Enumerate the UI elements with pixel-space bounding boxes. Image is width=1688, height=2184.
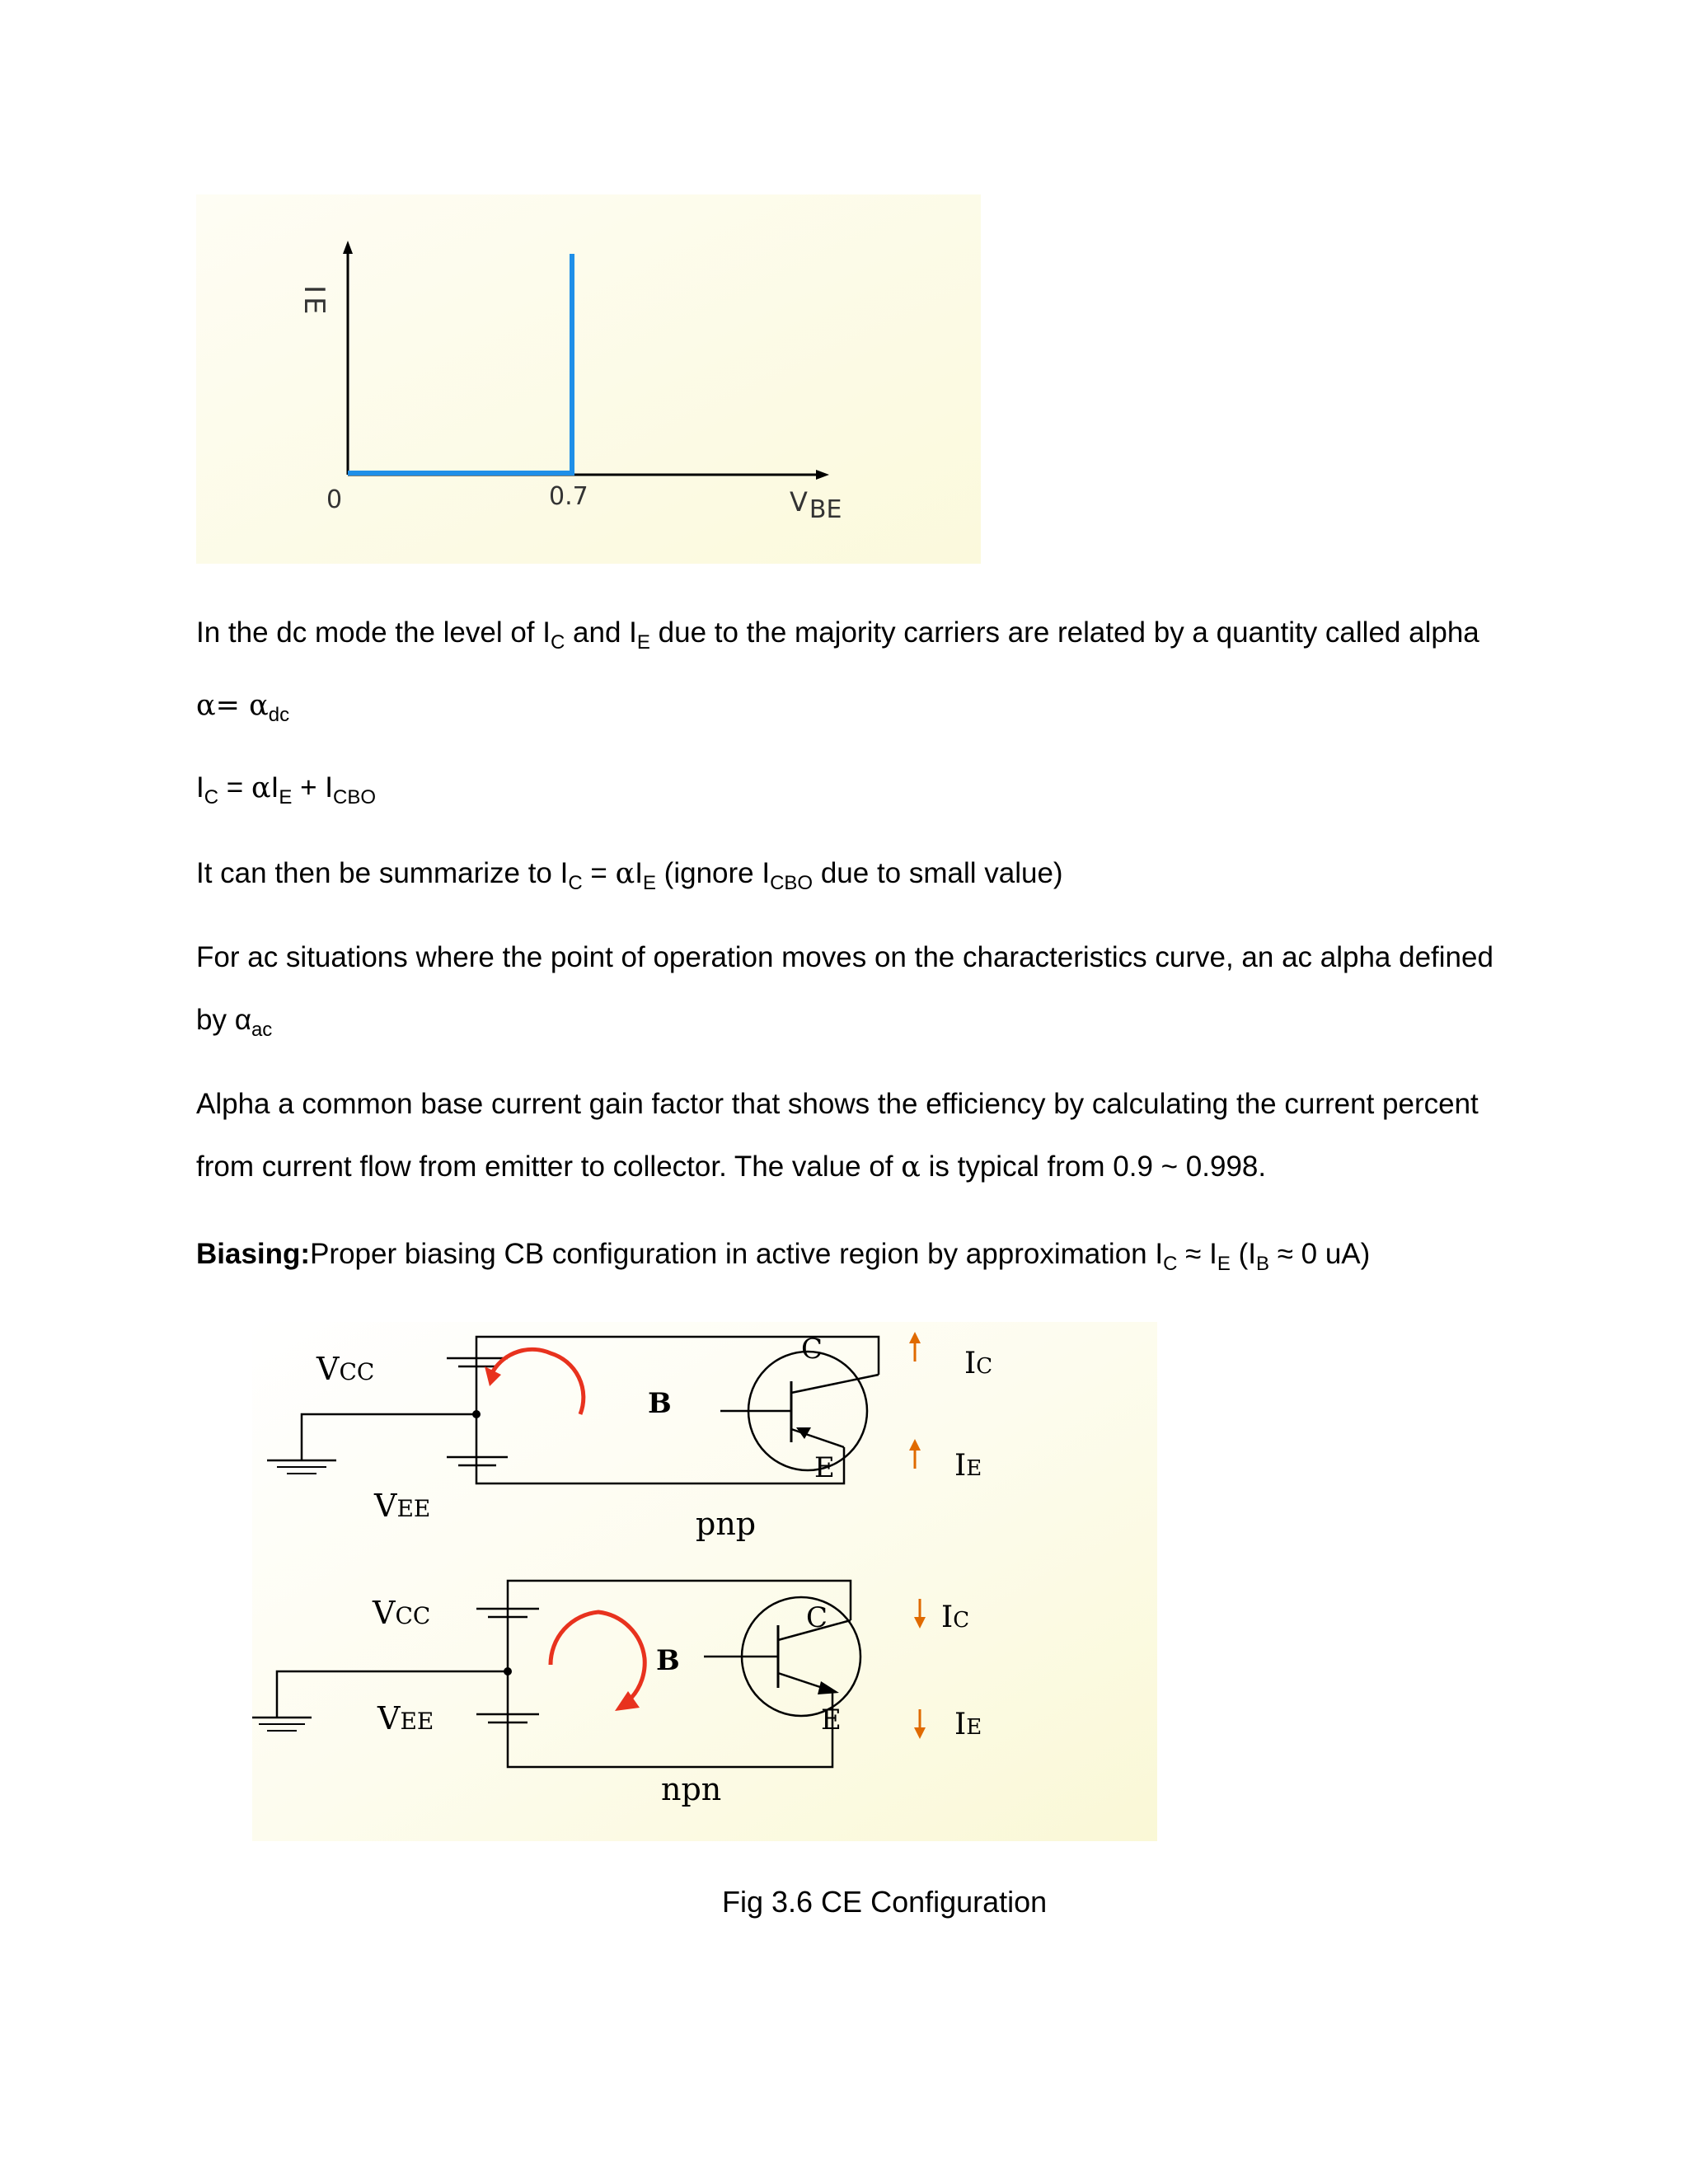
graph-background <box>196 194 981 564</box>
npn-collector-label: C <box>806 1601 828 1634</box>
paragraph-dc-mode: In the dc mode the level of $I_C$ and $I_E$ due to the majority carriers are related by a quantity called alpha <box>196 616 1479 654</box>
paragraph-summary: It can then be summarize to $I_C = \alpha I_E$ (ignore $I_{CBO}$ due to small value) <box>196 857 1063 894</box>
pnp-label: pnp <box>696 1506 757 1542</box>
npn-base-label: B <box>656 1644 680 1677</box>
collector-current-equation: $I_C = \alpha I_E + I_{CBO}$ <box>196 771 376 808</box>
pnp-collector-label: C <box>801 1333 823 1366</box>
npn-emitter-label: E <box>821 1704 842 1736</box>
x-axis-label: VBE <box>790 486 842 524</box>
pnp-base-label: B <box>648 1387 672 1420</box>
y-axis-label: IE <box>298 285 331 315</box>
pnp-vee-label: VEE <box>374 1488 431 1524</box>
paragraph-biasing: Biasing:Proper biasing CB configuration in active region by approximation $I_C \approx I_E$ ($I_B \approx 0$ uA) <box>196 1238 1371 1275</box>
paragraph-ac-alpha: For ac situations where the point of operation moves on the characteristics curve, an ac alpha defined by $\alpha_{ac}$ <box>196 941 1493 1041</box>
pnp-emitter-label: E <box>814 1451 835 1484</box>
npn-vcc-label: VCC <box>373 1595 431 1631</box>
origin-label: 0 <box>326 485 343 514</box>
paragraph-gain-factor: Alpha a common base current gain factor that shows the efficiency by calculating the current percent from current flow from emitter to collector. The value of α is typical from 0.9 ~ 0.998. <box>196 1088 1479 1183</box>
npn-label: npn <box>661 1771 722 1807</box>
emitter-current-graph <box>196 194 981 564</box>
knee-voltage-label: 0.7 <box>549 482 588 511</box>
alpha-dc-equation: $\alpha= \alpha_{dc}$ <box>196 689 290 726</box>
figure-caption: Fig 3.6 CE Configuration <box>722 1885 1048 1919</box>
npn-vee-label: VEE <box>377 1700 434 1736</box>
cb-biasing-circuit-diagram <box>252 1322 1157 1841</box>
npn-ie-label: IE <box>954 1708 982 1741</box>
pnp-ic-label: IC <box>964 1347 993 1380</box>
pnp-vcc-label: VCC <box>316 1351 375 1387</box>
npn-ic-label: IC <box>941 1601 970 1634</box>
pnp-ie-label: IE <box>954 1449 982 1483</box>
